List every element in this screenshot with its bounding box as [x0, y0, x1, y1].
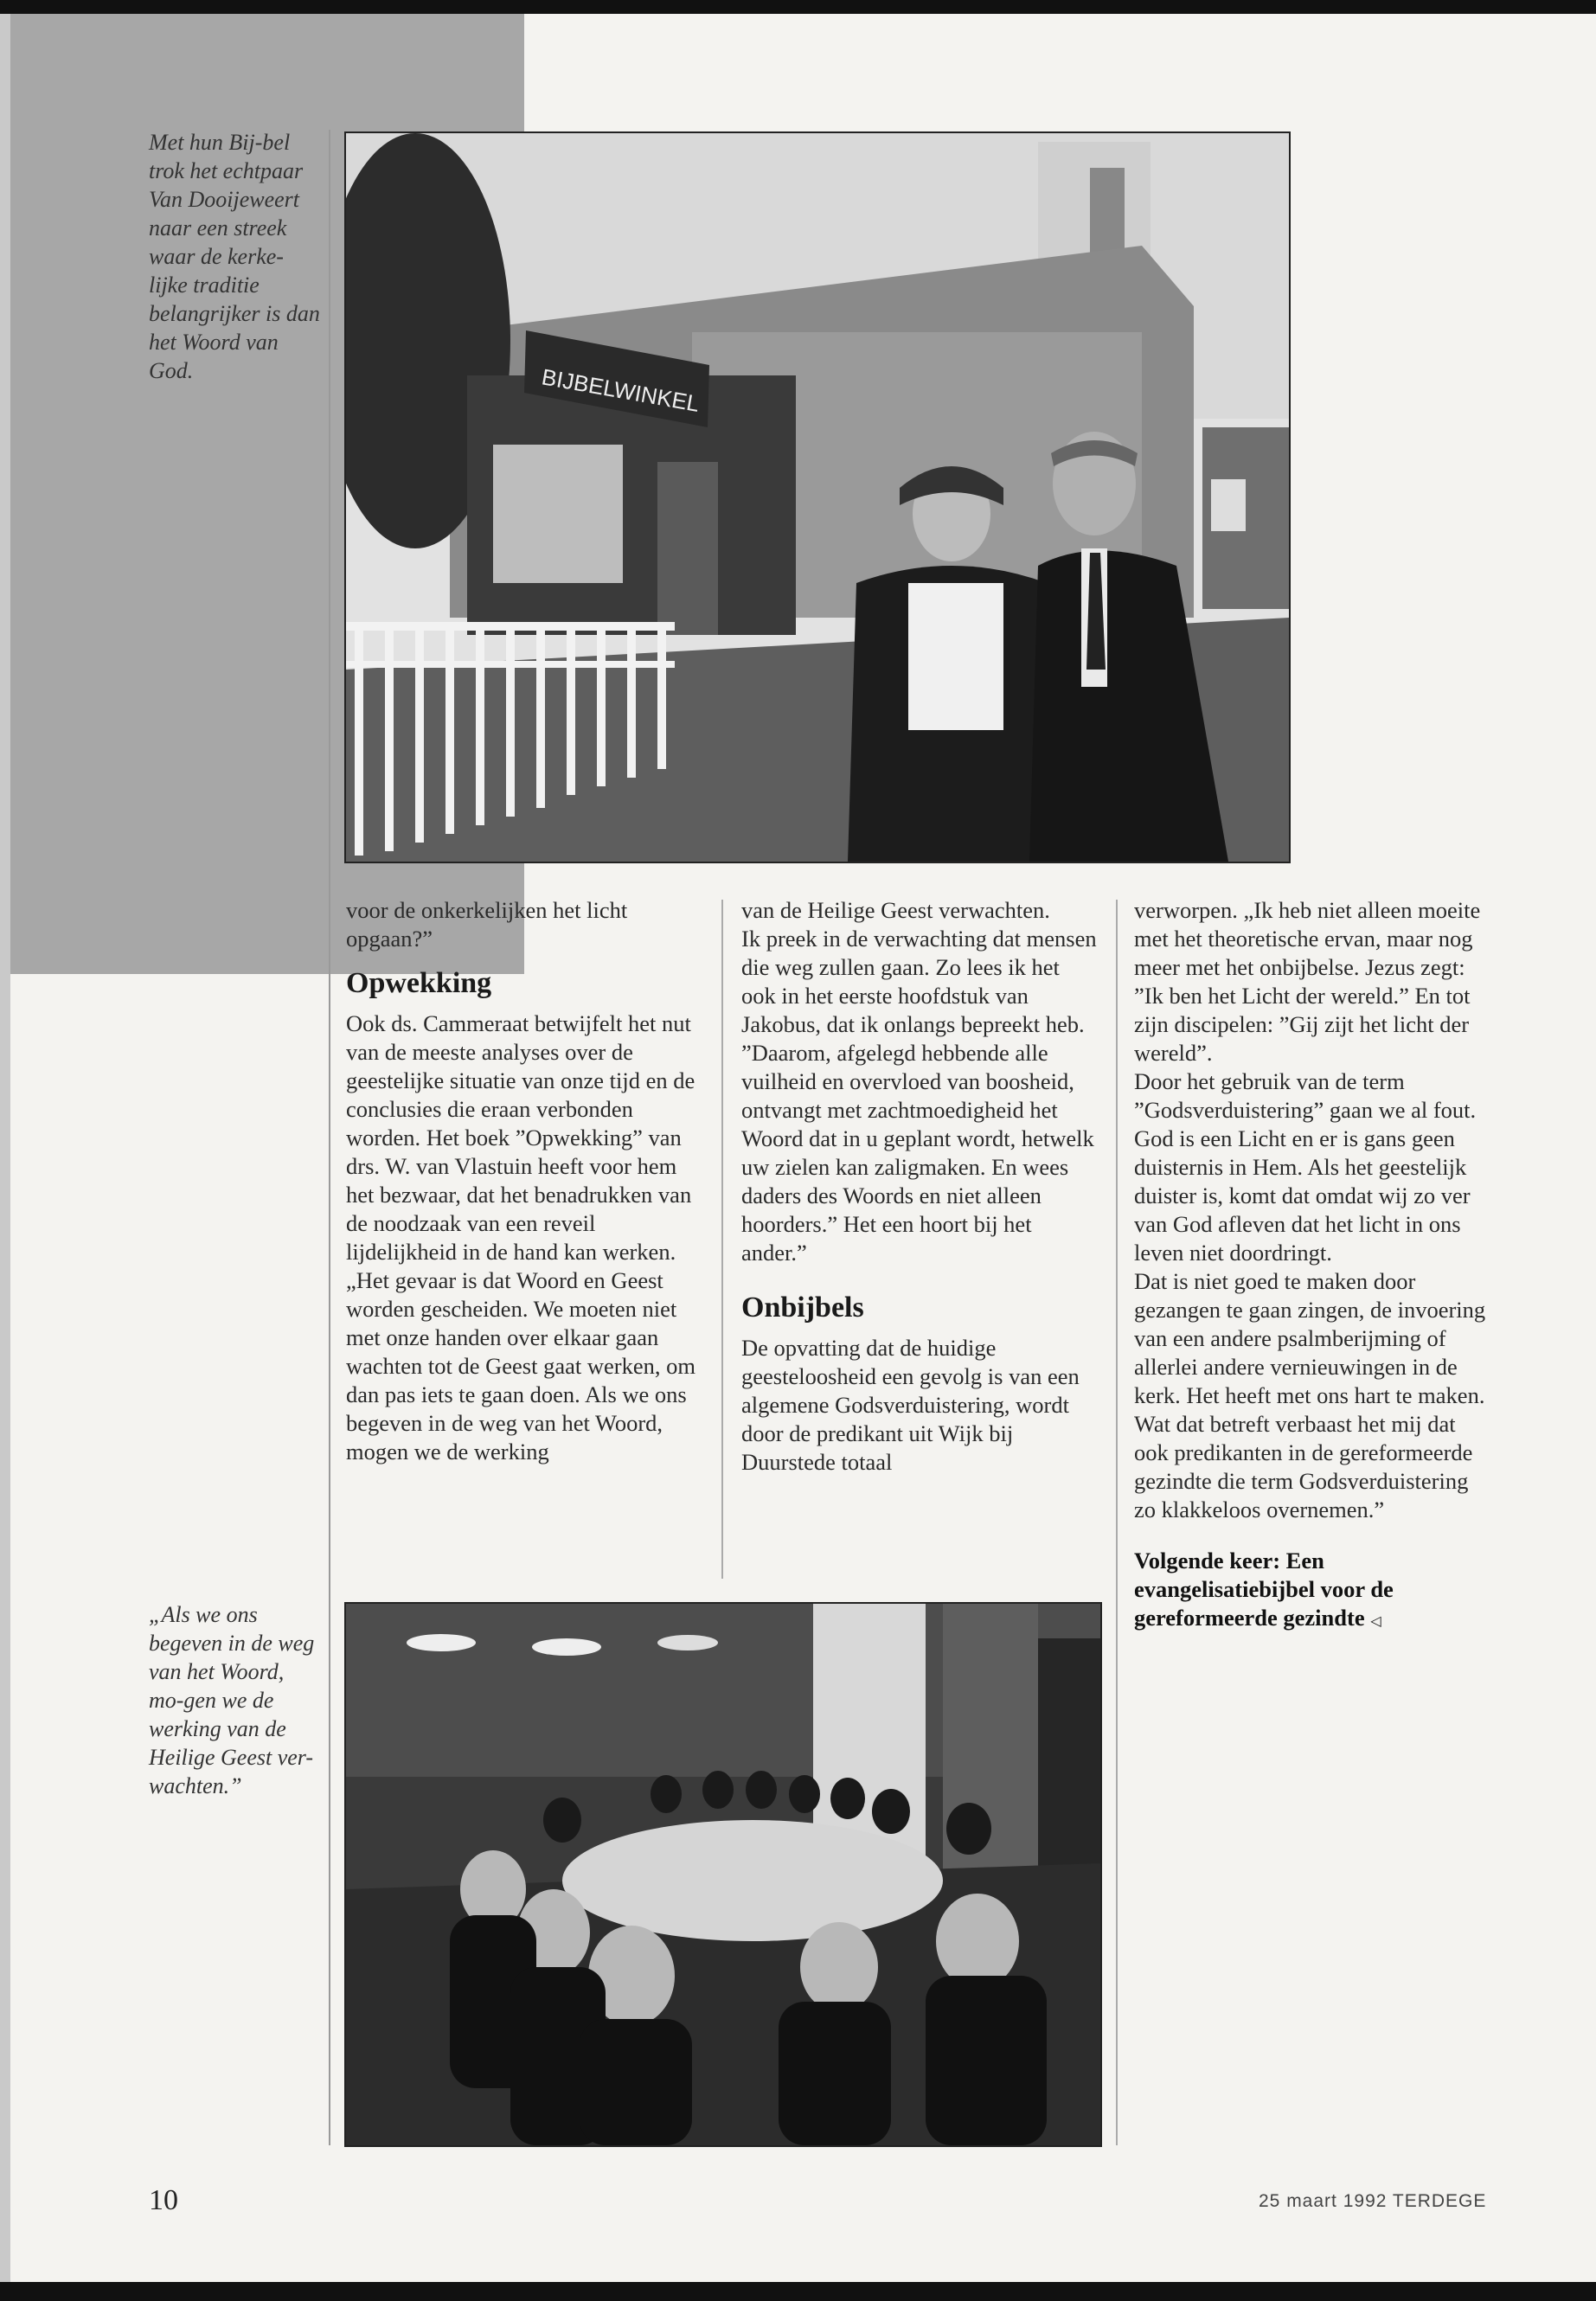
page-edge-strip — [0, 14, 10, 2282]
column2-paragraph-2: Ik preek in de verwachting dat mensen die weg zullen gaan. Zo lees ik het ook in het eerste hoofdstuk van Jakobus, dat ik onlangs bepreekt heb. ”Daarom, afgelegd hebbende alle vuilheid en overvloed van boosheid, ontvangt met zachtmoedigheid het Woord dat in u geplant wordt, hetwelk uw zielen kan zaligmaken. En wees daders des Woords en niet alleen hoorders.” Het een hoort bij het ander.” — [741, 926, 1097, 1266]
article-column-3 — [1134, 896, 1494, 1636]
footer-date-magazine: 25 maart 1992 TERDEGE — [1259, 2191, 1487, 2211]
photo-bible-shop-couple — [344, 131, 1291, 863]
bottom-border — [0, 2282, 1596, 2301]
column2-paragraph-1: van de Heilige Geest verwachten. — [741, 897, 1050, 923]
column2-paragraph-3: De opvatting dat de huidige geesteloosheid een gevolg is van een algemene Godsverduistering, wordt door de predikant uit Wijk bij Duurstede totaal — [741, 1335, 1080, 1475]
margin-rule — [329, 130, 330, 2145]
column3-paragraph-2: Door het gebruik van de term ”Godsverduistering” gaan we al fout. God is een Licht en er is gans geen duisternis in Hem. Als het geestelijk duister is, komt dat omdat wij zo ver van God afleven dat het licht in ons leven niet doordringt. — [1134, 1068, 1477, 1266]
article-column-2 — [741, 896, 1098, 1477]
article-column-1 — [346, 896, 702, 1466]
caption-bottom: „Als we ons begeven in de weg van het Woord, mo-gen we de werking van de Heilige Geest ver-wachten.” — [149, 1602, 315, 1798]
photo-bible-shop-couple-drawing — [346, 133, 1289, 862]
heading-onbijbels: Onbijbels — [741, 1292, 864, 1324]
column3-paragraph-3: Dat is niet goed te maken door gezangen te gaan zingen, de invoering van een andere psalmberijming of allerlei andere vernieuwingen in de kerk. Het heeft met ons hart te maken. Wat dat betreft verbaast het mij dat ook predikanten in de gereformeerde gezindte die term Godsverduistering zo klakkeloos overnemen.” — [1134, 1268, 1486, 1522]
photo-meeting-room-drawing — [346, 1604, 1100, 2145]
column1-intro: voor de onkerkelijken het licht opgaan?” — [346, 897, 628, 952]
caption-top: Met hun Bij-bel trok het echtpaar Van Dooijeweert naar een streek waar de kerke-lijke traditie belangrijker is dan het Woord van God. — [149, 130, 320, 383]
column-rule-1 — [721, 900, 723, 1579]
next-time-text: Volgende keer: Een evangelisatiebijbel voor de gereformeerde gezindte — [1134, 1548, 1394, 1631]
column1-paragraph-2: „Het gevaar is dat Woord en Geest worden gescheiden. We moeten niet met onze handen over elkaar gaan wachten tot de Geest gaat werken, om dan pas iets te gaan doen. Als we ons begeven in de weg van het Woord, mogen we de werking — [346, 1267, 695, 1465]
page-number: 10 — [149, 2184, 178, 2216]
end-mark-icon: ◁ — [1370, 1614, 1381, 1629]
next-time-teaser — [1134, 1547, 1494, 1636]
shop-sign-text: BIJBELWINKEL — [539, 363, 702, 417]
photo-meeting-room — [344, 1602, 1102, 2147]
top-border — [0, 0, 1596, 14]
column3-paragraph-1: verworpen. „Ik heb niet alleen moeite met het theoretische ervan, maar nog meer met het onbijbelse. Jezus zegt: ”Ik ben het Licht der wereld.” En tot zijn discipelen: ”Gij zijt het licht der wereld”. — [1134, 897, 1481, 1066]
column-rule-2 — [1116, 900, 1118, 2145]
column1-paragraph-1: Ook ds. Cammeraat betwijfelt het nut van de meeste analyses over de geestelijke situatie van onze tijd en de conclusies die eraan verbonden worden. Het boek ”Opwekking” van drs. W. van Vlastuin heeft voor hem het bezwaar, dat het benadrukken van de noodzaak van een reveil lijdelijkheid in de hand kan werken. — [346, 1010, 695, 1265]
heading-opwekking: Opwekking — [346, 967, 492, 999]
